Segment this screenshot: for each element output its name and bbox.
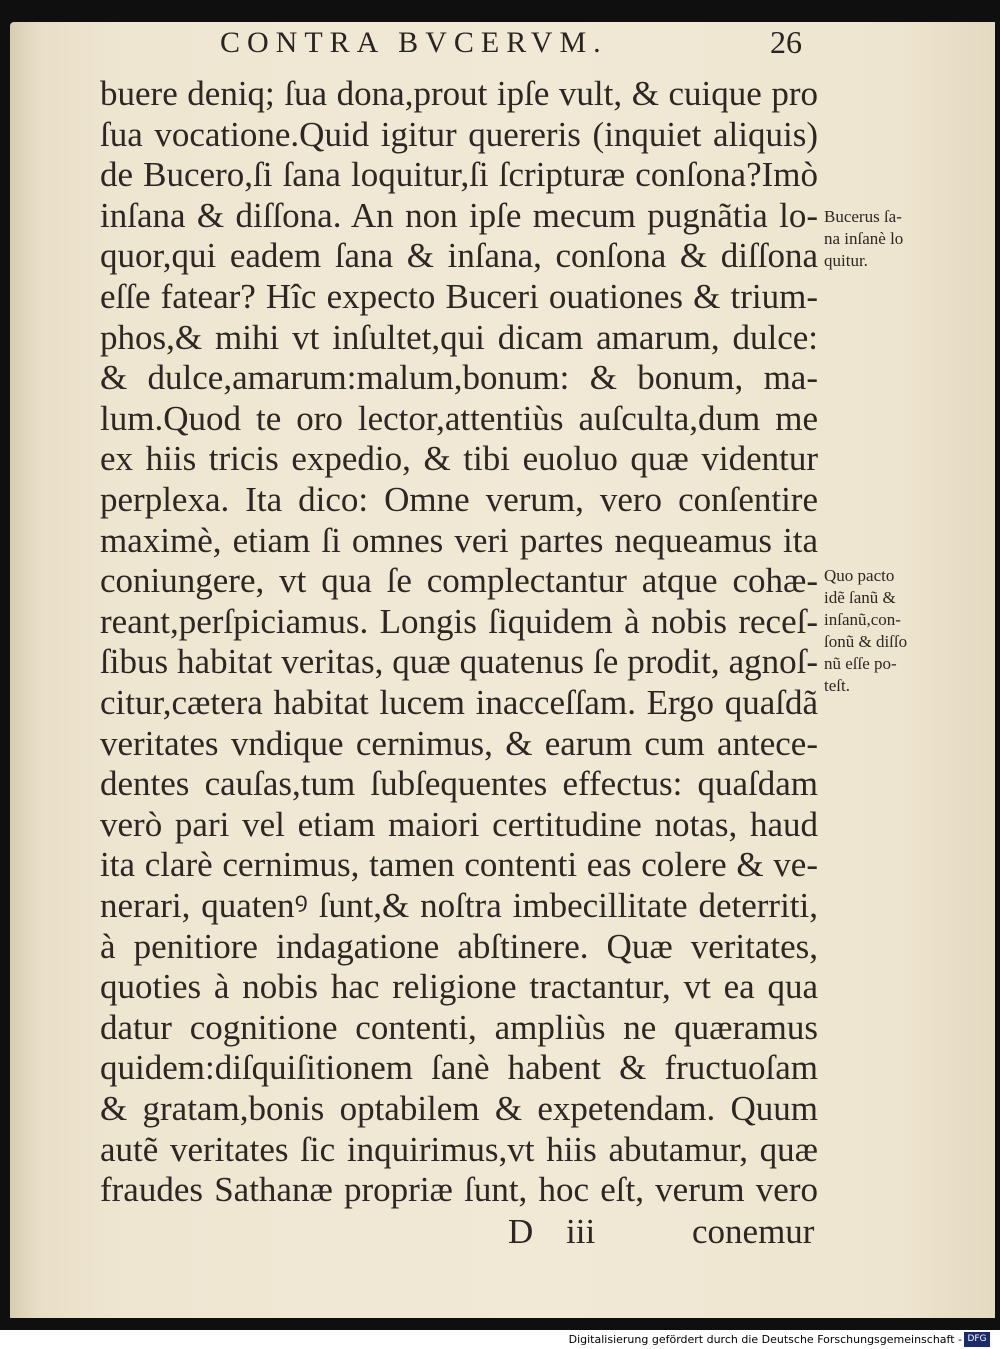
- text-line: maximè, etiam ſi omnes veri partes nequeamus ita: [100, 520, 818, 560]
- signature-numeral: iii: [566, 1212, 596, 1251]
- margin-note-line: idẽ ſanũ &: [824, 588, 896, 607]
- margin-note-line: quitur.: [824, 251, 868, 270]
- margin-note-line: teſt.: [824, 676, 850, 695]
- catchword: conemur: [692, 1212, 815, 1251]
- text-line: ſua vocatione.Quid igitur quereris (inquiet aliquis): [100, 114, 818, 154]
- signature-mark: D: [508, 1212, 534, 1251]
- text-line: reant,perſpiciamus. Longis ſiquidem à nobis receſ-: [100, 601, 818, 641]
- text-line: quoties à nobis hac religione tractantur, vt ea qua: [100, 967, 818, 1007]
- text-line: lum.Quod te oro lector,attentiùs auſculta,dum me: [100, 398, 818, 438]
- text-line: à penitiore indagatione abſtinere. Quæ veritates,: [100, 926, 818, 966]
- text-line: dentes cauſas,tum ſubſequentes effectus: quaſdam: [100, 764, 818, 804]
- text-line: & gratam,bonis optabilem & expetendam. Quum: [100, 1089, 818, 1128]
- funding-credit: Digitalisierung gefördert durch die Deutsche Forschungsgemeinschaft -: [568, 1333, 962, 1346]
- dfg-logo: DFG: [964, 1332, 990, 1347]
- text-line: coniungere, vt qua ſe complectantur atque cohæ-: [100, 561, 818, 601]
- text-line: citur,cætera habitat lucem inacceſſam. Ergo quaſdã: [100, 683, 818, 722]
- text-line: ſibus habitat veritas, quæ quatenus ſe prodit, agnoſ-: [100, 642, 818, 682]
- text-line: verò pari vel etiam maiori certitudine notas, haud: [100, 804, 818, 844]
- margin-note-line: Bucerus ſa-: [824, 207, 902, 226]
- text-line: inſana & diſſona. An non ipſe mecum pugnãtia lo-: [100, 195, 818, 235]
- text-line: nerari, quatenꝰ ſunt,& noſtra imbecillitate deterriti,: [100, 886, 818, 925]
- margin-note-line: nũ eſſe po-: [824, 654, 897, 673]
- text-line: veritates vndique cernimus, & earum cum antece-: [100, 723, 818, 763]
- text-line: eſſe fatear? Hîc expecto Buceri ouationes & trium-: [100, 277, 818, 316]
- text-line: quidem:diſquiſitionem ſanè habent & fructuoſam: [100, 1048, 818, 1088]
- margin-note-line: inſanũ,con-: [824, 610, 901, 629]
- text-line: phos,& mihi vt inſultet,qui dicam amarum, dulce:: [100, 317, 818, 357]
- margin-note-line: ſonũ & diſſo: [824, 632, 908, 651]
- text-line: perplexa. Ita dico: Omne verum, vero conſentire: [100, 480, 818, 519]
- margin-note-line: Quo pacto: [824, 566, 895, 585]
- text-line: & dulce,amarum:malum,bonum: & bonum, ma-: [100, 358, 818, 398]
- page-number: 26: [770, 24, 802, 60]
- text-line: buere deniq; ſua dona,prout ipſe vult, & cuique pro: [100, 74, 818, 113]
- text-line: datur cognitione contenti, ampliùs ne quæramus: [100, 1007, 818, 1047]
- text-line: ex hiis tricis expedio, & tibi euoluo quæ videntur: [100, 439, 818, 479]
- margin-note-line: na inſanè lo: [824, 229, 904, 248]
- text-line: de Bucero,ſi ſana loquitur,ſi ſcripturæ conſona?Imò: [100, 155, 818, 195]
- text-line: quor,qui eadem ſana & inſana, conſona & diſſona: [100, 236, 818, 276]
- text-line: ita clarè cernimus, tamen contenti eas colere & ve-: [100, 845, 818, 885]
- running-head: CONTRA BVCERVM.: [220, 26, 608, 59]
- text-line: autẽ veritates ſic inquirimus,vt hiis abutamur, quæ: [100, 1129, 818, 1169]
- text-line: fraudes Sathanæ propriæ ſunt, hoc eſt, verum vero: [100, 1170, 818, 1210]
